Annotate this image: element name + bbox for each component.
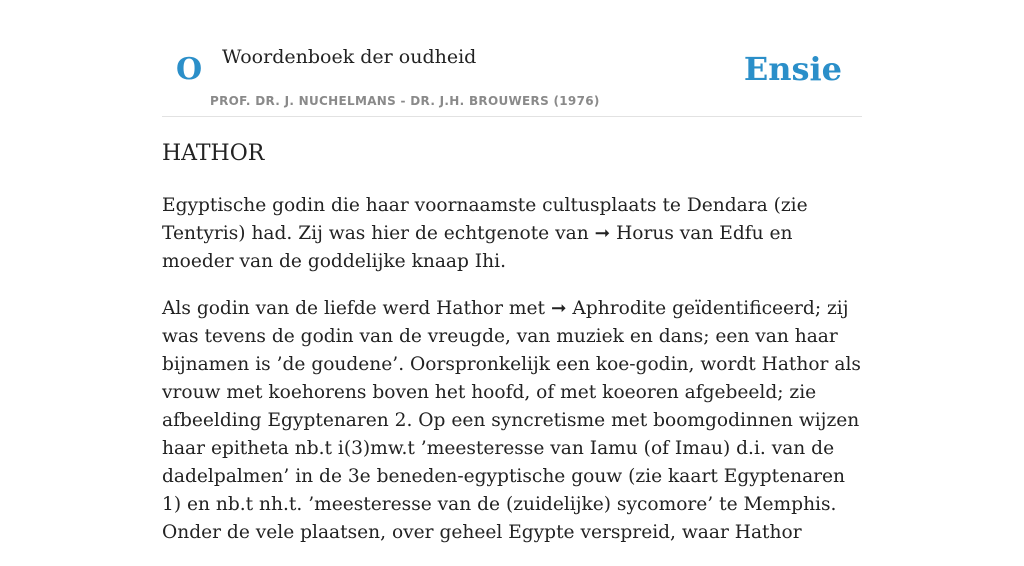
entry-headword: HATHOR [162, 141, 265, 166]
paragraph-text: en moeder van de goddelijke knaap Ihi. [162, 223, 793, 272]
paragraph-text: geïdentificeerd; zij was tevens de godin van de vreugde, van muziek en dans; een van haar bijnamen is ’de goudene’. Oorspronkelijk een koe-godin, wordt Hathor als vrouw met koehorens boven het hoofd, of met koeoren afgebeeld; zie afbeelding Egyptenaren 2. Op een syncretisme met boomgodinnen wijzen haar epitheta nb.t i(3)mw.t ’meesteresse van Iamu (of Imau) d.i. van de dadelpalmen’ in de 3e beneden-egyptische gouw (zie kaart Egyptenaren 1) en nb.t nh.t. ’meesteresse van de (zuidelijke) sycomore’ te Memphis. Onder de vele plaatsen, over geheel Egypte verspreid, waar Hathor [162, 298, 861, 543]
paragraph [162, 192, 862, 276]
entry-body [162, 192, 862, 566]
brand-logo[interactable]: Ensie [743, 50, 842, 88]
paragraph-text: Egyptische godin die haar voornaamste cultusplaats te Dendara (zie Tentyris) had. Zij was hier de echtgenote van [162, 195, 808, 244]
header [162, 0, 862, 117]
book-title: Woordenboek der oudheid [222, 46, 477, 68]
paragraph-text: Als godin van de liefde werd Hathor met [162, 298, 551, 319]
book-authors: PROF. DR. J. NUCHELMANS - DR. J.H. BROUWERS (1976) [210, 94, 600, 108]
section-letter: O [176, 52, 203, 87]
cross-reference-link[interactable]: ➞ Horus van Edfu [594, 223, 764, 244]
paragraph [162, 295, 862, 547]
cross-reference-link[interactable]: ➞ Aphrodite [550, 298, 667, 319]
